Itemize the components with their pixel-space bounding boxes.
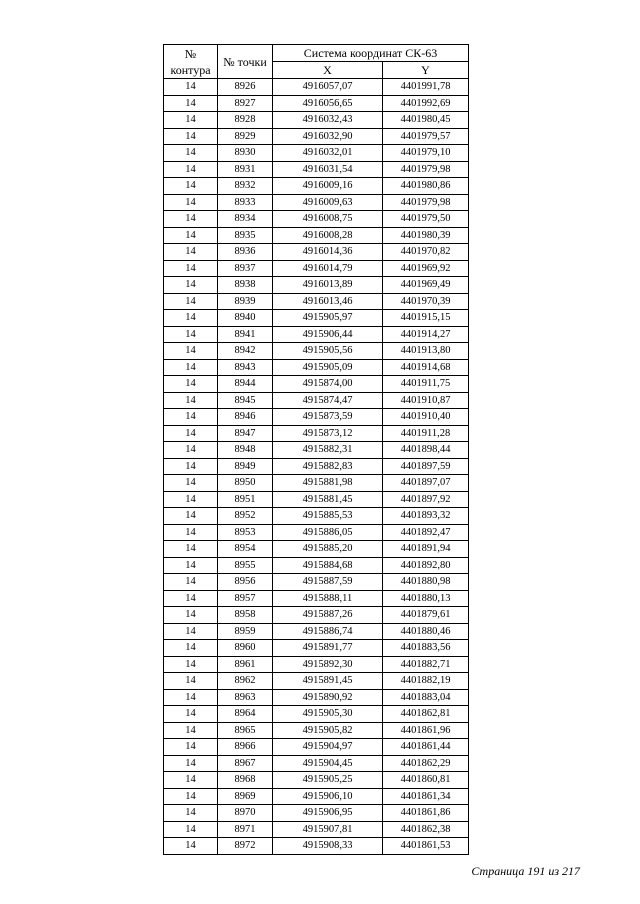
cell-x: 4915906,95 — [273, 805, 383, 822]
cell-point: 8971 — [218, 821, 273, 838]
cell-y: 4401897,92 — [383, 491, 469, 508]
table-row — [164, 640, 469, 657]
cell-point: 8951 — [218, 491, 273, 508]
cell-x: 4916009,63 — [273, 194, 383, 211]
cell-contour: 14 — [164, 442, 218, 459]
cell-x: 4915885,53 — [273, 508, 383, 525]
table-row — [164, 557, 469, 574]
header-contour: № контура — [164, 45, 218, 79]
table-body — [164, 79, 469, 855]
cell-x: 4915884,68 — [273, 557, 383, 574]
cell-contour: 14 — [164, 409, 218, 426]
cell-x: 4915907,81 — [273, 821, 383, 838]
cell-x: 4915874,47 — [273, 392, 383, 409]
cell-contour: 14 — [164, 458, 218, 475]
table-row — [164, 574, 469, 591]
cell-y: 4401860,81 — [383, 772, 469, 789]
table-row — [164, 656, 469, 673]
cell-contour: 14 — [164, 194, 218, 211]
page-number: Страница 191 из 217 — [471, 864, 580, 878]
cell-point: 8935 — [218, 227, 273, 244]
cell-y: 4401882,71 — [383, 656, 469, 673]
cell-contour: 14 — [164, 343, 218, 360]
cell-contour: 14 — [164, 376, 218, 393]
cell-x: 4915905,30 — [273, 706, 383, 723]
cell-y: 4401992,69 — [383, 95, 469, 112]
header-point: № точки — [218, 45, 273, 79]
table-row — [164, 277, 469, 294]
cell-point: 8965 — [218, 722, 273, 739]
cell-point: 8970 — [218, 805, 273, 822]
cell-y: 4401969,49 — [383, 277, 469, 294]
cell-point: 8960 — [218, 640, 273, 657]
coordinates-table — [163, 44, 469, 855]
cell-y: 4401913,80 — [383, 343, 469, 360]
cell-x: 4916014,79 — [273, 260, 383, 277]
cell-y: 4401862,38 — [383, 821, 469, 838]
cell-contour: 14 — [164, 640, 218, 657]
cell-y: 4401970,82 — [383, 244, 469, 261]
cell-contour: 14 — [164, 310, 218, 327]
cell-y: 4401979,50 — [383, 211, 469, 228]
cell-contour: 14 — [164, 673, 218, 690]
cell-x: 4916013,46 — [273, 293, 383, 310]
cell-x: 4916032,01 — [273, 145, 383, 162]
table-row — [164, 409, 469, 426]
cell-x: 4915873,59 — [273, 409, 383, 426]
cell-y: 4401897,07 — [383, 475, 469, 492]
cell-contour: 14 — [164, 607, 218, 624]
table-row — [164, 541, 469, 558]
cell-contour: 14 — [164, 772, 218, 789]
cell-point: 8966 — [218, 739, 273, 756]
cell-contour: 14 — [164, 689, 218, 706]
cell-y: 4401891,94 — [383, 541, 469, 558]
cell-y: 4401979,98 — [383, 194, 469, 211]
cell-point: 8967 — [218, 755, 273, 772]
header-y: Y — [383, 62, 469, 79]
cell-contour: 14 — [164, 260, 218, 277]
cell-x: 4915905,56 — [273, 343, 383, 360]
table-row — [164, 211, 469, 228]
cell-y: 4401969,92 — [383, 260, 469, 277]
cell-contour: 14 — [164, 392, 218, 409]
cell-x: 4915891,77 — [273, 640, 383, 657]
cell-point: 8939 — [218, 293, 273, 310]
cell-point: 8946 — [218, 409, 273, 426]
cell-y: 4401970,39 — [383, 293, 469, 310]
table-row — [164, 128, 469, 145]
table-row — [164, 145, 469, 162]
cell-x: 4915874,00 — [273, 376, 383, 393]
cell-contour: 14 — [164, 541, 218, 558]
cell-contour: 14 — [164, 145, 218, 162]
cell-x: 4915882,31 — [273, 442, 383, 459]
table-row — [164, 293, 469, 310]
header-x: X — [273, 62, 383, 79]
table-row — [164, 475, 469, 492]
cell-x: 4915873,12 — [273, 425, 383, 442]
cell-point: 8955 — [218, 557, 273, 574]
cell-point: 8954 — [218, 541, 273, 558]
cell-y: 4401979,98 — [383, 161, 469, 178]
cell-contour: 14 — [164, 475, 218, 492]
table-row — [164, 178, 469, 195]
cell-point: 8930 — [218, 145, 273, 162]
cell-y: 4401882,19 — [383, 673, 469, 690]
cell-contour: 14 — [164, 656, 218, 673]
cell-y: 4401883,04 — [383, 689, 469, 706]
table-row — [164, 79, 469, 96]
cell-y: 4401861,44 — [383, 739, 469, 756]
cell-point: 8928 — [218, 112, 273, 129]
cell-point: 8968 — [218, 772, 273, 789]
cell-contour: 14 — [164, 326, 218, 343]
table-row — [164, 326, 469, 343]
cell-x: 4916057,07 — [273, 79, 383, 96]
cell-point: 8934 — [218, 211, 273, 228]
cell-point: 8945 — [218, 392, 273, 409]
cell-y: 4401880,13 — [383, 590, 469, 607]
table-row — [164, 524, 469, 541]
cell-y: 4401980,45 — [383, 112, 469, 129]
cell-x: 4915891,45 — [273, 673, 383, 690]
table-row — [164, 260, 469, 277]
cell-x: 4915906,44 — [273, 326, 383, 343]
cell-y: 4401862,81 — [383, 706, 469, 723]
table-row — [164, 359, 469, 376]
cell-x: 4915908,33 — [273, 838, 383, 855]
table-row — [164, 739, 469, 756]
cell-contour: 14 — [164, 244, 218, 261]
cell-point: 8969 — [218, 788, 273, 805]
cell-y: 4401910,87 — [383, 392, 469, 409]
cell-point: 8962 — [218, 673, 273, 690]
cell-point: 8943 — [218, 359, 273, 376]
cell-x: 4915905,09 — [273, 359, 383, 376]
cell-contour: 14 — [164, 112, 218, 129]
cell-contour: 14 — [164, 838, 218, 855]
cell-contour: 14 — [164, 706, 218, 723]
cell-x: 4916014,36 — [273, 244, 383, 261]
table-row — [164, 442, 469, 459]
cell-x: 4916032,43 — [273, 112, 383, 129]
cell-x: 4915892,30 — [273, 656, 383, 673]
cell-point: 8947 — [218, 425, 273, 442]
cell-contour: 14 — [164, 623, 218, 640]
cell-contour: 14 — [164, 524, 218, 541]
cell-point: 8933 — [218, 194, 273, 211]
cell-y: 4401892,47 — [383, 524, 469, 541]
table-row — [164, 112, 469, 129]
cell-x: 4915881,45 — [273, 491, 383, 508]
table-row — [164, 689, 469, 706]
cell-contour: 14 — [164, 805, 218, 822]
cell-y: 4401897,59 — [383, 458, 469, 475]
cell-contour: 14 — [164, 211, 218, 228]
table-row — [164, 623, 469, 640]
cell-y: 4401862,29 — [383, 755, 469, 772]
cell-x: 4916031,54 — [273, 161, 383, 178]
cell-y: 4401898,44 — [383, 442, 469, 459]
table-row — [164, 805, 469, 822]
cell-contour: 14 — [164, 739, 218, 756]
cell-contour: 14 — [164, 508, 218, 525]
cell-y: 4401892,80 — [383, 557, 469, 574]
cell-point: 8936 — [218, 244, 273, 261]
cell-y: 4401914,27 — [383, 326, 469, 343]
table-row — [164, 458, 469, 475]
cell-point: 8941 — [218, 326, 273, 343]
cell-x: 4915904,45 — [273, 755, 383, 772]
table-row — [164, 343, 469, 360]
cell-x: 4915888,11 — [273, 590, 383, 607]
cell-point: 8961 — [218, 656, 273, 673]
cell-contour: 14 — [164, 359, 218, 376]
cell-contour: 14 — [164, 95, 218, 112]
cell-y: 4401879,61 — [383, 607, 469, 624]
cell-y: 4401979,10 — [383, 145, 469, 162]
table-row — [164, 310, 469, 327]
cell-contour: 14 — [164, 590, 218, 607]
cell-y: 4401980,39 — [383, 227, 469, 244]
cell-y: 4401980,86 — [383, 178, 469, 195]
table-row — [164, 673, 469, 690]
cell-x: 4915890,92 — [273, 689, 383, 706]
cell-x: 4915885,20 — [273, 541, 383, 558]
table-row — [164, 706, 469, 723]
cell-point: 8948 — [218, 442, 273, 459]
cell-point: 8929 — [218, 128, 273, 145]
table-row — [164, 590, 469, 607]
cell-y: 4401914,68 — [383, 359, 469, 376]
cell-y: 4401893,32 — [383, 508, 469, 525]
cell-y: 4401880,98 — [383, 574, 469, 591]
cell-point: 8926 — [218, 79, 273, 96]
cell-x: 4916009,16 — [273, 178, 383, 195]
cell-x: 4915881,98 — [273, 475, 383, 492]
table-row — [164, 821, 469, 838]
cell-x: 4916013,89 — [273, 277, 383, 294]
cell-x: 4915882,83 — [273, 458, 383, 475]
cell-contour: 14 — [164, 161, 218, 178]
cell-x: 4916056,65 — [273, 95, 383, 112]
cell-point: 8953 — [218, 524, 273, 541]
cell-point: 8972 — [218, 838, 273, 855]
table-row — [164, 244, 469, 261]
cell-point: 8956 — [218, 574, 273, 591]
cell-x: 4915905,82 — [273, 722, 383, 739]
cell-contour: 14 — [164, 574, 218, 591]
cell-contour: 14 — [164, 79, 218, 96]
cell-point: 8944 — [218, 376, 273, 393]
cell-y: 4401880,46 — [383, 623, 469, 640]
table-row — [164, 772, 469, 789]
cell-x: 4916032,90 — [273, 128, 383, 145]
table-row — [164, 425, 469, 442]
cell-y: 4401979,57 — [383, 128, 469, 145]
cell-x: 4915906,10 — [273, 788, 383, 805]
cell-contour: 14 — [164, 755, 218, 772]
cell-point: 8932 — [218, 178, 273, 195]
table-header — [164, 45, 469, 79]
cell-contour: 14 — [164, 128, 218, 145]
table-row — [164, 392, 469, 409]
cell-point: 8950 — [218, 475, 273, 492]
cell-contour: 14 — [164, 821, 218, 838]
cell-y: 4401861,86 — [383, 805, 469, 822]
cell-x: 4915904,97 — [273, 739, 383, 756]
cell-point: 8938 — [218, 277, 273, 294]
cell-point: 8931 — [218, 161, 273, 178]
cell-x: 4915905,25 — [273, 772, 383, 789]
table-row — [164, 95, 469, 112]
table-row — [164, 788, 469, 805]
cell-point: 8964 — [218, 706, 273, 723]
cell-contour: 14 — [164, 491, 218, 508]
cell-contour: 14 — [164, 788, 218, 805]
table-row — [164, 491, 469, 508]
table-row — [164, 227, 469, 244]
cell-contour: 14 — [164, 293, 218, 310]
cell-x: 4915887,26 — [273, 607, 383, 624]
cell-contour: 14 — [164, 557, 218, 574]
table-row — [164, 161, 469, 178]
cell-x: 4915886,05 — [273, 524, 383, 541]
cell-point: 8942 — [218, 343, 273, 360]
table-row — [164, 376, 469, 393]
cell-y: 4401861,96 — [383, 722, 469, 739]
cell-y: 4401911,28 — [383, 425, 469, 442]
cell-contour: 14 — [164, 722, 218, 739]
cell-x: 4916008,28 — [273, 227, 383, 244]
cell-point: 8940 — [218, 310, 273, 327]
cell-point: 8952 — [218, 508, 273, 525]
cell-point: 8949 — [218, 458, 273, 475]
cell-x: 4915886,74 — [273, 623, 383, 640]
cell-point: 8957 — [218, 590, 273, 607]
cell-contour: 14 — [164, 178, 218, 195]
table-row — [164, 722, 469, 739]
cell-contour: 14 — [164, 227, 218, 244]
table-row — [164, 607, 469, 624]
cell-contour: 14 — [164, 425, 218, 442]
cell-point: 8958 — [218, 607, 273, 624]
cell-point: 8959 — [218, 623, 273, 640]
cell-y: 4401861,34 — [383, 788, 469, 805]
table-row — [164, 755, 469, 772]
cell-y: 4401910,40 — [383, 409, 469, 426]
cell-y: 4401883,56 — [383, 640, 469, 657]
header-coordinate-system: Система координат СК-63 — [273, 45, 469, 62]
cell-y: 4401991,78 — [383, 79, 469, 96]
cell-point: 8937 — [218, 260, 273, 277]
cell-contour: 14 — [164, 277, 218, 294]
cell-x: 4915905,97 — [273, 310, 383, 327]
table-row — [164, 508, 469, 525]
cell-point: 8963 — [218, 689, 273, 706]
table-row — [164, 838, 469, 855]
cell-y: 4401861,53 — [383, 838, 469, 855]
cell-y: 4401911,75 — [383, 376, 469, 393]
cell-y: 4401915,15 — [383, 310, 469, 327]
cell-x: 4916008,75 — [273, 211, 383, 228]
cell-x: 4915887,59 — [273, 574, 383, 591]
cell-point: 8927 — [218, 95, 273, 112]
table-row — [164, 194, 469, 211]
